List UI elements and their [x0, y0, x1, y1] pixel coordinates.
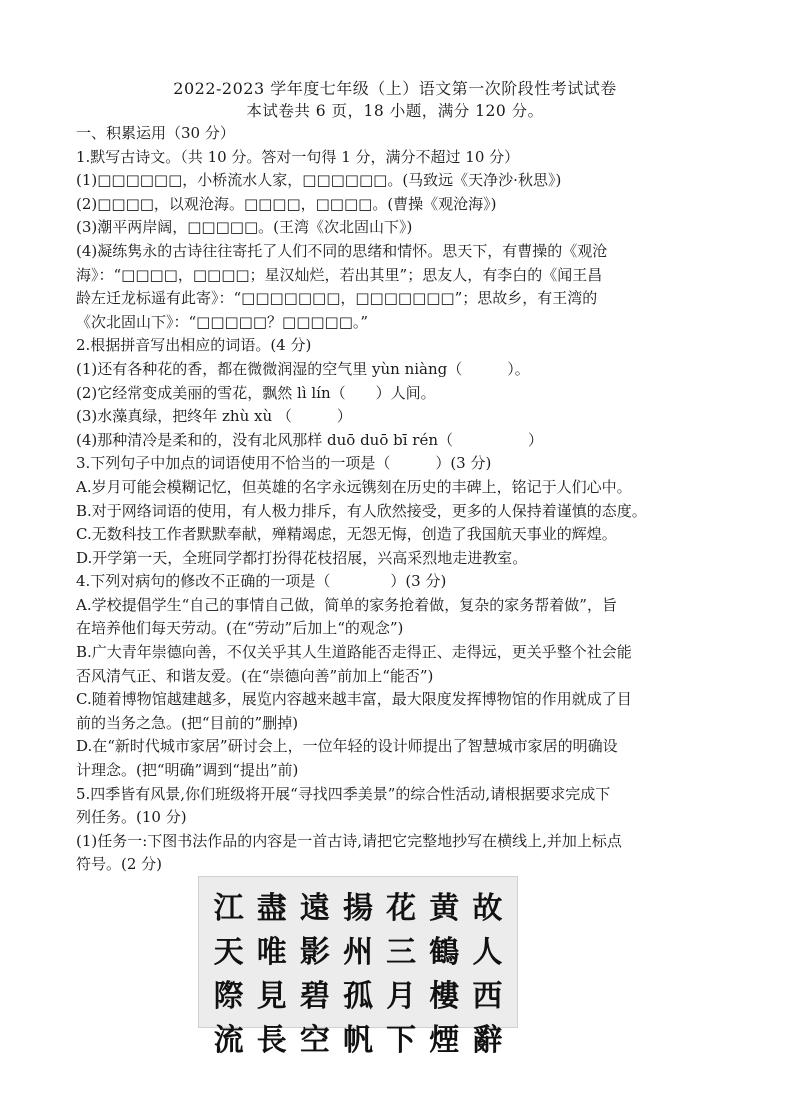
- question-4-option-d-line-1: D.在“新时代城市家居”研讨会上，一位年轻的设计师提出了智慧城市家居的明确设: [76, 737, 618, 756]
- calligraphy-char: 盡: [256, 891, 287, 926]
- calligraphy-char: 流: [213, 1023, 244, 1058]
- calligraphy-char: 空: [299, 1023, 330, 1058]
- calligraphy-char: 際: [213, 979, 244, 1014]
- question-3-option-c: C.无数科技工作者默默奉献，殚精竭虑，无怨无悔，创造了我国航天事业的辉煌。: [76, 525, 617, 544]
- exam-subtitle: 本试卷共 6 页，18 小题，满分 120 分。: [246, 102, 544, 120]
- question-4-option-c-line-2: 前的当务之急。(把“目前的”删掉): [76, 713, 299, 732]
- question-1-item-3: (3)潮平两岸阔，□□□□□。(王湾《次北固山下》): [76, 218, 413, 237]
- question-3-option-d: D.开学第一天，全班同学都打扮得花枝招展，兴高采烈地走进教室。: [76, 548, 528, 567]
- question-5-line-1: 5.四季皆有风景,你们班级将开展“寻找四季美景”的综合性活动,请根据要求完成下: [76, 784, 611, 803]
- exam-content: [76, 122, 726, 877]
- calligraphy-char: 碧: [299, 979, 330, 1014]
- calligraphy-char: 三: [386, 935, 417, 970]
- calligraphy-char: 鶴: [429, 935, 460, 970]
- calligraphy-char: 下: [386, 1023, 417, 1058]
- question-1-item-4-line-3: 龄左迁龙标遥有此寄》：“□□□□□□□，□□□□□□□”；思故乡，有王湾的: [76, 289, 598, 308]
- calligraphy-char: 孤: [342, 979, 373, 1014]
- question-4-option-a-line-1: A.学校提倡学生“自己的事情自己做，简单的家务抢着做，复杂的家务帮着做”，旨: [76, 595, 617, 614]
- calligraphy-char: 花: [386, 891, 417, 926]
- calligraphy-char: 唯: [256, 935, 287, 970]
- question-4-option-b-line-2: 否风清气正、和谐友爱。(在“崇德向善”前加上“能否”): [76, 666, 434, 685]
- exam-title: 2022-2023 学年度七年级（上）语文第一次阶段性考试试卷: [173, 79, 617, 98]
- question-1-item-4-line-4: 《次北固山下》：“□□□□□？□□□□□。”: [76, 312, 369, 331]
- calligraphy-char: 故: [472, 891, 503, 926]
- question-4-option-d-line-2: 计理念。(把“明确”调到“提出”前): [76, 761, 299, 780]
- question-3: 3.下列句子中加点的词语使用不恰当的一项是（ ）(3 分): [76, 454, 492, 473]
- question-1-item-1: (1)□□□□□□，小桥流水人家，□□□□□□。(马致远《天净沙·秋思》): [76, 171, 562, 190]
- section-heading: 一、积累运用（30 分）: [76, 124, 235, 142]
- calligraphy-char: 江: [213, 891, 244, 926]
- calligraphy-grid: [207, 883, 509, 1058]
- calligraphy-char: 州: [342, 935, 373, 970]
- calligraphy-char: 西: [472, 979, 503, 1014]
- question-2: 2.根据拼音写出相应的词语。(4 分): [76, 336, 312, 355]
- calligraphy-char: 人: [472, 935, 503, 970]
- calligraphy-char: 揚: [342, 891, 373, 926]
- calligraphy-char: 樓: [429, 979, 460, 1014]
- question-1-item-2: (2)□□□□，以观沧海。□□□□，□□□□。(曹操《观沧海》): [76, 194, 497, 213]
- calligraphy-char: 辭: [472, 1023, 503, 1058]
- question-1: 1.默写古诗文。（共 10 分。答对一句得 1 分，满分不超过 10 分）: [76, 147, 520, 166]
- question-3-option-b: B.对于网络词语的使用，有人极力排斥，有人欣然接受，更多的人保持着谨慎的态度。: [76, 501, 647, 520]
- calligraphy-char: 黄: [429, 891, 460, 926]
- calligraphy-char: 天: [213, 935, 244, 970]
- question-2-item-3: (3)水藻真绿，把终年 zhù xù （ ）: [76, 407, 352, 426]
- calligraphy-char: 長: [256, 1023, 287, 1058]
- question-4-option-a-line-2: 在培养他们每天劳动。(在“劳动”后加上“的观念”): [76, 619, 404, 638]
- question-1-item-4-line-2: 海》：“□□□□，□□□□；星汉灿烂，若出其里”；思友人，有李白的《闻王昌: [76, 265, 603, 284]
- calligraphy-char: 遠: [299, 891, 330, 926]
- question-4: 4.下列对病句的修改不正确的一项是（ ）(3 分): [76, 572, 447, 591]
- question-3-option-a: A.岁月可能会模糊记忆，但英雄的名字永远镌刻在历史的丰碑上，铭记于人们心中。: [76, 477, 632, 496]
- question-2-item-4: (4)那种清冷是柔和的，没有北风那样 duō duō bī rén（ ）: [76, 430, 544, 449]
- question-4-option-c-line-1: C.随着博物馆越建越多，展览内容越来越丰富，最大限度发挥博物馆的作用就成了目: [76, 690, 632, 709]
- calligraphy-char: 帆: [342, 1023, 373, 1058]
- question-2-item-1: (1)还有各种花的香，都在微微润湿的空气里 yùn niàng（ ）。: [76, 359, 530, 378]
- calligraphy-char: 煙: [429, 1023, 460, 1058]
- question-5-task-1-line-2: 符号。(2 分): [76, 855, 163, 874]
- calligraphy-char: 見: [256, 979, 287, 1014]
- calligraphy-char: 月: [386, 979, 417, 1014]
- question-5-task-1-line-1: (1)任务一:下图书法作品的内容是一首古诗,请把它完整地抄写在横线上,并加上标点: [76, 831, 622, 850]
- question-5-line-2: 列任务。(10 分): [76, 808, 187, 827]
- question-2-item-2: (2)它经常变成美丽的雪花，飘然 lì lín（ ）人间。: [76, 383, 436, 402]
- calligraphy-image: [198, 876, 518, 1058]
- calligraphy-char: 影: [299, 935, 330, 970]
- question-4-option-b-line-1: B.广大青年崇德向善，不仅关乎其人生道路能否走得正、走得远，更关乎整个社会能: [76, 643, 632, 662]
- question-1-item-4-line-1: (4)凝练隽永的古诗往往寄托了人们不同的思绪和情怀。思天下，有曹操的《观沧: [76, 241, 608, 260]
